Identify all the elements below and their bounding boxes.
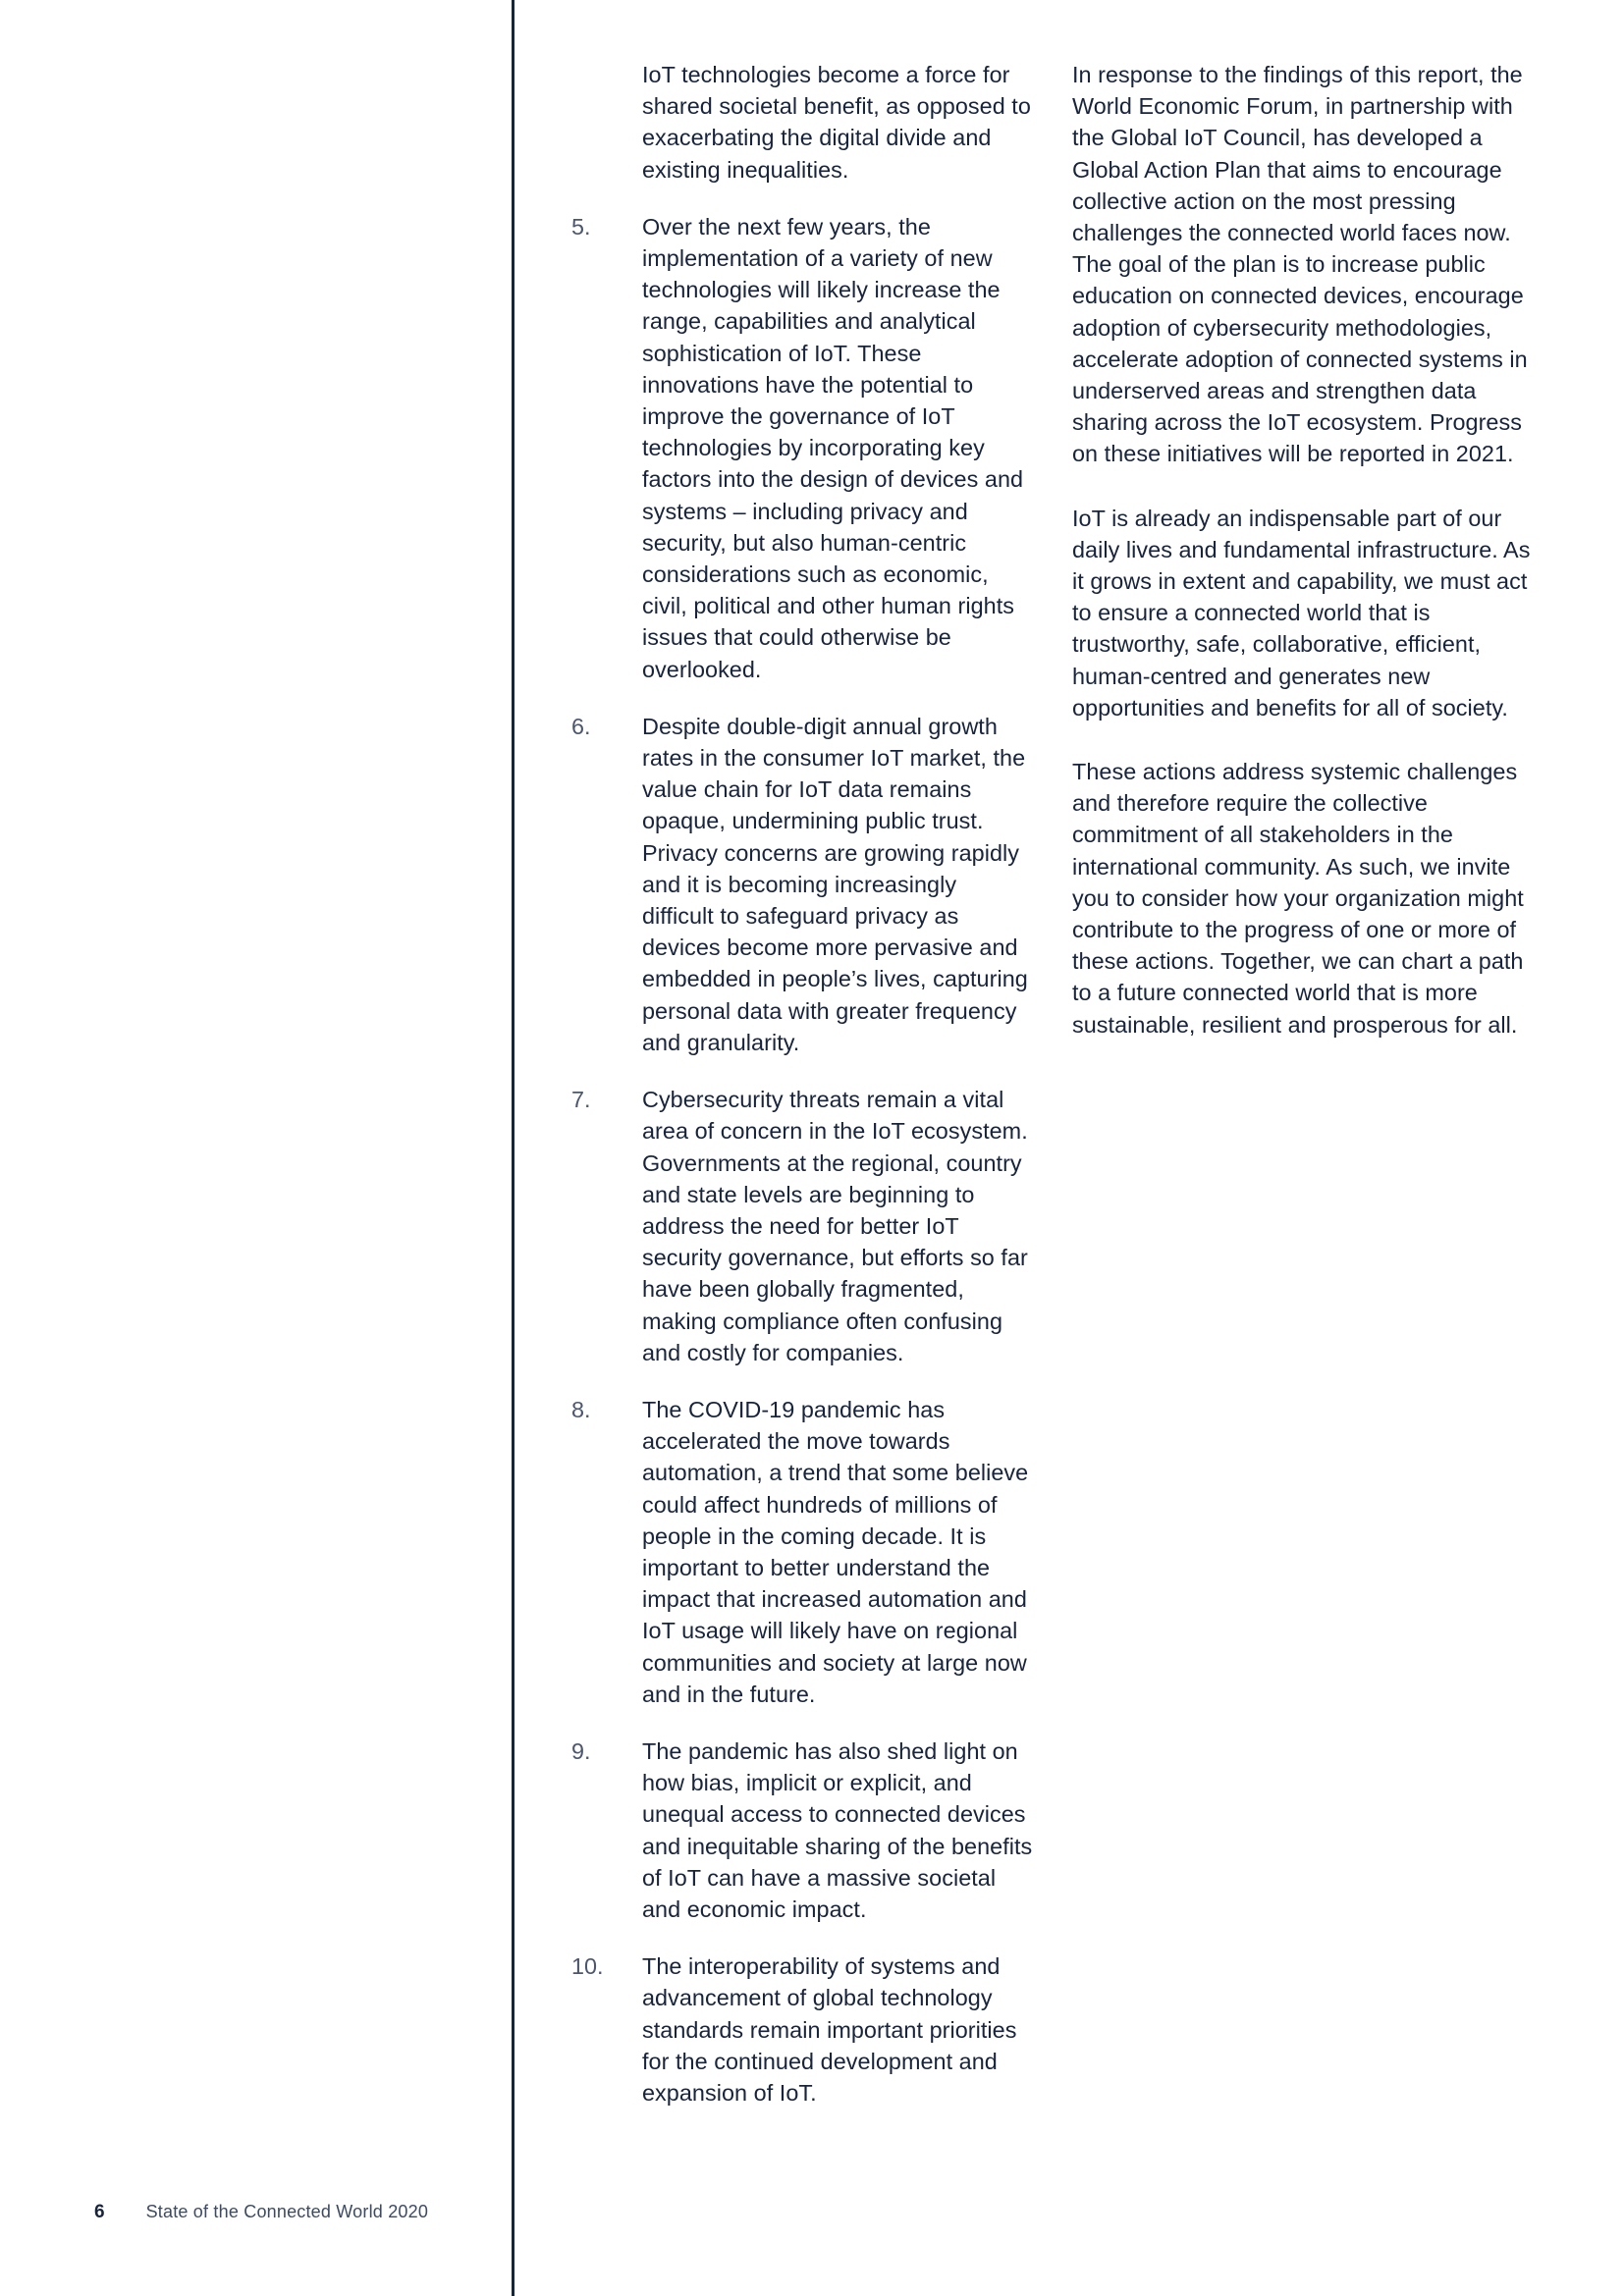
- list-item-text: Over the next few years, the implementation of a variety of new technologies will likely increase the range, capabilities and analytical sophistication of IoT. These innovations have the potential to improve the governance of IoT technologies by incorporating key factors into the design of devices and systems – including privacy and security, but also human-centric considerations such as economic, civil, political and other human rights issues that could otherwise be overlooked.: [642, 213, 1024, 682]
- continued-paragraph: IoT technologies become a force for shared societal benefit, as opposed to exacerbating the digital divide and existing inequalities.: [642, 62, 1031, 183]
- list-item-number: 9.: [571, 1737, 591, 1764]
- list-item: [571, 1084, 1033, 1368]
- list-item: [571, 711, 1033, 1058]
- list-item-number: 6.: [571, 713, 591, 739]
- list-item-text: The interoperability of systems and advancement of global technology standards remain important priorities for the continued development and expansion of IoT.: [642, 1953, 1017, 2106]
- list-item-number: 7.: [571, 1087, 591, 1113]
- paragraph-action-plan: In response to the findings of this report, the World Economic Forum, in partnership with the Global IoT Council, has developed a Global Action Plan that aims to encourage collective action on the most pressing challenges the connected world faces now. The goal of the plan is to increase public education on connected devices, encourage adoption of cybersecurity methodologies, accelerate adoption of connected systems in underserved areas and strengthen data sharing across the IoT ecosystem. Progress on these initiatives will be reported in 2021.: [1072, 62, 1528, 467]
- right-text-column: [1072, 59, 1532, 1041]
- list-item-text: The pandemic has also shed light on how bias, implicit or explicit, and unequal access to connected devices and inequitable sharing of the benefits of IoT can have a massive societal and economic impact.: [642, 1737, 1033, 1922]
- page-number: 6: [94, 2202, 105, 2222]
- list-item: [571, 1735, 1033, 1925]
- running-title: State of the Connected World 2020: [145, 2202, 429, 2221]
- paragraph-iot-indispensable: IoT is already an indispensable part of our daily lives and fundamental infrastructure. As it grows in extent and capability, we must act to ensure a connected world that is trustworthy, safe, collaborative, efficient, human-centred and generates new opportunities and benefits for all of society.: [1072, 505, 1531, 721]
- paragraph-call-to-action: These actions address systemic challenges and therefore require the collective commitment of all stakeholders in the international community. As such, we invite you to consider how your organization might contribute to the progress of one or more of these actions. Together, we can chart a path to a future connected world that is more sustainable, resilient and prosperous for all.: [1072, 759, 1524, 1038]
- list-item-number: 10.: [571, 1953, 604, 1980]
- findings-numbered-list: [571, 211, 1033, 2109]
- page-footer: [94, 2202, 428, 2223]
- list-item-number: 5.: [571, 213, 591, 240]
- column-divider-rule: [512, 0, 514, 2296]
- list-item: [571, 211, 1033, 685]
- list-item-text: The COVID-19 pandemic has accelerated the move towards automation, a trend that some believe could affect hundreds of millions of people in the coming decade. It is important to better understand the impact that increased automation and IoT usage will likely have on regional communities and society at large now and in the future.: [642, 1396, 1029, 1707]
- list-item-text: Cybersecurity threats remain a vital area of concern in the IoT ecosystem. Governments at the regional, country and state levels are beginning to address the need for better IoT security governance, but efforts so far have been globally fragmented, making compliance often confusing and costly for companies.: [642, 1087, 1028, 1365]
- list-item: [571, 1950, 1033, 2109]
- left-text-column: [571, 59, 1033, 2109]
- list-item-text: Despite double-digit annual growth rates in the consumer IoT market, the value chain for IoT data remains opaque, undermining public trust. Privacy concerns are growing rapidly and it is becoming increasingly difficult to safeguard privacy as devices become more pervasive and embedded in people’s lives, capturing personal data with greater frequency and granularity.: [642, 713, 1028, 1055]
- list-item: [571, 1394, 1033, 1710]
- list-item-number: 8.: [571, 1396, 591, 1422]
